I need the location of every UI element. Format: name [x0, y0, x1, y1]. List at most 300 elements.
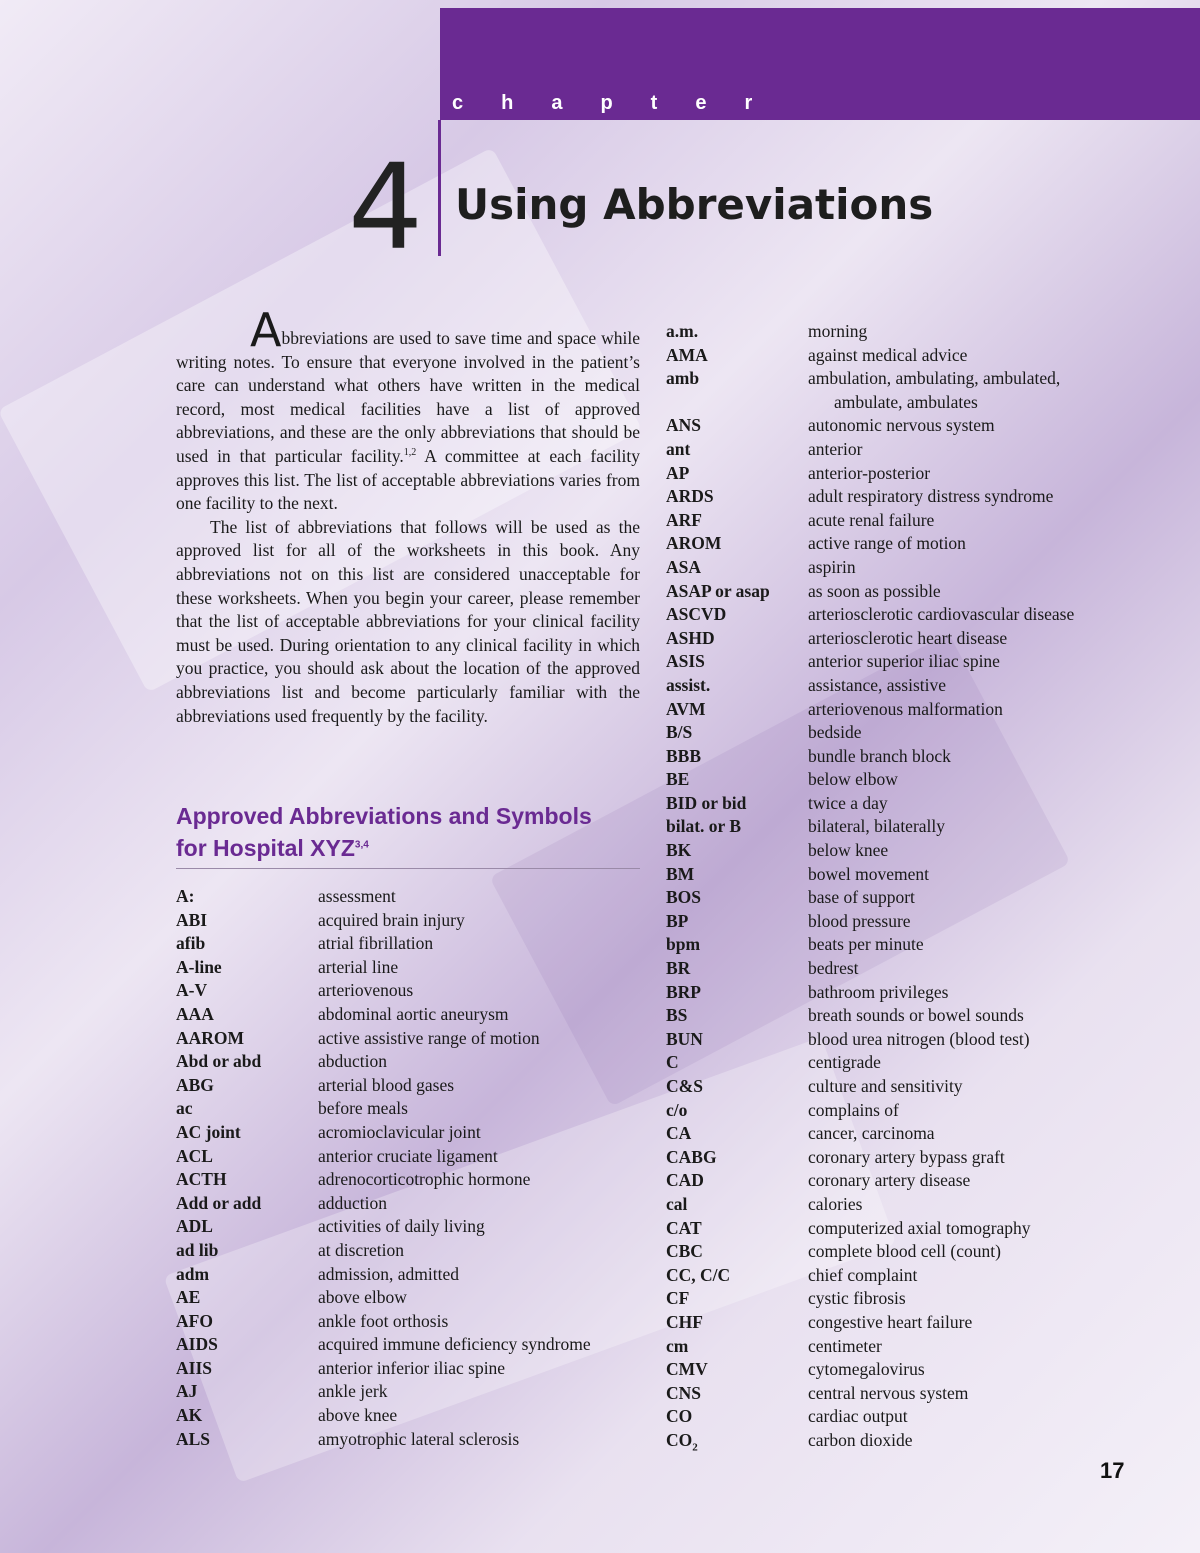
- abbreviation-term: [666, 1099, 687, 1123]
- abbreviation-term-text: ACL: [176, 1145, 213, 1166]
- abbreviation-definition: [318, 1263, 459, 1287]
- abbreviation-definition: [808, 485, 1053, 509]
- abbreviation-entry: [666, 674, 1186, 698]
- abbreviation-entry: [666, 1264, 1186, 1288]
- abbreviation-definition: [318, 1027, 540, 1051]
- abbreviation-term-text: BM: [666, 863, 695, 884]
- abbreviation-entry: [176, 1121, 646, 1145]
- abbreviation-term: [666, 957, 690, 981]
- abbreviation-term-text: A-line: [176, 956, 222, 977]
- abbreviation-entry: [666, 745, 1186, 769]
- abbreviation-definition: [318, 1074, 454, 1098]
- abbreviation-definition: [808, 1075, 963, 1099]
- abbreviation-definition: [808, 863, 929, 887]
- abbreviation-definition-text: anterior inferior iliac spine: [318, 1357, 506, 1378]
- abbreviation-term-text: ACTH: [176, 1169, 227, 1190]
- abbreviation-definition-text: blood pressure: [808, 910, 911, 931]
- abbreviation-term: [666, 414, 701, 438]
- abbreviation-entry: [666, 1122, 1186, 1146]
- abbreviation-definition-text: autonomic nervous system: [808, 415, 995, 436]
- abbreviation-definition: [808, 839, 888, 863]
- abbreviation-definition-text: bedside: [808, 722, 862, 743]
- abbreviation-term-text: CNS: [666, 1382, 702, 1403]
- abbreviation-definition-text: breath sounds or bowel sounds: [808, 1005, 1024, 1026]
- abbreviation-definition: [808, 886, 915, 910]
- abbreviation-term-text: Abd or abd: [176, 1051, 262, 1072]
- abbreviation-term-text: A-V: [176, 980, 208, 1001]
- abbreviation-term: [666, 344, 708, 368]
- abbreviation-term: [666, 745, 701, 769]
- abbreviation-term-text: AJ: [176, 1381, 198, 1402]
- abbreviation-term: [666, 367, 699, 391]
- abbreviation-term-text: bilat. or B: [666, 816, 742, 837]
- abbreviation-definition: [808, 556, 856, 580]
- abbreviation-definition-text: cardiac output: [808, 1406, 908, 1427]
- abbreviation-definition-text: assessment: [318, 886, 396, 906]
- abbreviation-term: [666, 1217, 702, 1241]
- abbreviation-entry: [666, 580, 1186, 604]
- abbreviation-term: [666, 1358, 708, 1382]
- abbreviation-definition: [808, 933, 924, 957]
- abbreviation-term: [666, 1311, 703, 1335]
- abbreviation-definition-text: bowel movement: [808, 863, 930, 884]
- abbreviation-entry: [666, 1287, 1186, 1311]
- abbreviation-definition-text: beats per minute: [808, 934, 924, 955]
- abbreviation-definition: [808, 1169, 970, 1193]
- abbreviation-term-text: BP: [666, 910, 689, 931]
- abbreviation-entry: [666, 1335, 1186, 1359]
- abbreviation-entry: [176, 1357, 646, 1381]
- abbreviation-definition-text: aspirin: [808, 556, 856, 577]
- abbreviation-entry: [666, 1358, 1186, 1382]
- abbreviation-term-text: C&S: [666, 1076, 703, 1096]
- abbreviation-definition: [318, 1121, 481, 1145]
- abbreviation-term-text: AVM: [666, 698, 706, 719]
- abbreviation-entry: [176, 1263, 646, 1287]
- abbreviation-term: [666, 863, 694, 887]
- abbreviation-term: [666, 556, 701, 580]
- abbreviation-definition-text: calories: [808, 1193, 863, 1214]
- abbreviation-term: [666, 485, 714, 509]
- abbreviation-term: [666, 933, 700, 957]
- abbreviation-term-text: AROM: [666, 533, 722, 554]
- abbreviation-definition: [808, 768, 898, 792]
- abbreviation-definition-text: acquired brain injury: [318, 909, 465, 930]
- abbreviation-term: [666, 580, 770, 604]
- abbreviation-definition-text: above elbow: [318, 1287, 407, 1308]
- abbreviation-term-text: cal: [666, 1193, 688, 1214]
- abbreviation-term: [176, 1310, 213, 1334]
- abbreviation-term-text: CAD: [666, 1170, 704, 1191]
- abbreviation-term-text: c/o: [666, 1099, 688, 1120]
- abbreviation-definition-text: computerized axial tomography: [808, 1217, 1031, 1238]
- drop-cap: A: [250, 303, 282, 357]
- abbreviation-entry: [666, 1405, 1186, 1429]
- abbreviation-term: [176, 1357, 212, 1381]
- abbreviation-entry: [176, 1192, 646, 1216]
- abbreviation-entry: [666, 768, 1186, 792]
- abbreviation-term: [666, 1193, 687, 1217]
- abbreviation-term: [666, 650, 705, 674]
- abbreviation-term-text: ASAP or asap: [666, 580, 770, 601]
- abbreviation-definition: [808, 1405, 908, 1429]
- abbreviation-definition-text: below elbow: [808, 769, 898, 790]
- abbreviation-term: [176, 1074, 214, 1098]
- abbreviation-entry: [666, 721, 1186, 745]
- abbreviation-entry: [176, 1168, 646, 1192]
- abbreviation-term-text: ALS: [176, 1428, 211, 1449]
- abbreviation-term: [666, 1169, 704, 1193]
- abbreviation-entry: [176, 979, 646, 1003]
- abbreviation-definition-text: bilateral, bilaterally: [808, 816, 946, 837]
- abbreviation-entry: [666, 414, 1186, 438]
- abbreviation-definition: [318, 1215, 485, 1239]
- abbreviation-term-text: BUN: [666, 1028, 703, 1049]
- abbreviation-definition-text: chief complaint: [808, 1264, 918, 1285]
- abbreviation-definition: [808, 674, 946, 698]
- section-heading-line-1: Approved Abbreviations and Symbols: [176, 803, 592, 829]
- abbreviation-entry: [176, 1286, 646, 1310]
- abbreviation-definition: [808, 320, 867, 344]
- abbreviation-term-text: CA: [666, 1123, 692, 1144]
- abbreviation-term-text: AMA: [666, 344, 708, 365]
- abbreviation-definition: [318, 1239, 404, 1263]
- abbreviation-entry: [176, 1074, 646, 1098]
- citation-ref: 1,2: [403, 447, 417, 459]
- abbreviation-entry: [176, 956, 646, 980]
- abbreviation-term-text: amb: [666, 368, 700, 389]
- abbreviation-term-text: afib: [176, 933, 206, 954]
- abbreviation-definition-text: culture and sensitivity: [808, 1076, 963, 1096]
- abbreviation-entry: [666, 1382, 1186, 1406]
- abbreviation-term: [666, 603, 726, 627]
- abbreviation-term-text: CO: [666, 1429, 693, 1450]
- abbreviation-definition-text: acquired immune deficiency syndrome: [318, 1334, 591, 1355]
- abbreviation-definition: [808, 792, 888, 816]
- abbreviation-term: [176, 1404, 202, 1428]
- abbreviation-term: [666, 1429, 698, 1453]
- abbreviation-definition: [318, 885, 396, 909]
- abbreviation-term-text: ant: [666, 438, 691, 459]
- abbreviation-entry: [176, 1027, 646, 1051]
- abbreviation-term-text: ADL: [176, 1216, 213, 1237]
- page-number: 17: [1100, 1458, 1125, 1483]
- abbreviation-entry: [666, 603, 1186, 627]
- abbreviation-definition-text: coronary artery bypass graft: [808, 1146, 1005, 1167]
- abbreviation-entry: [666, 1004, 1186, 1028]
- abbreviation-entry: [666, 1051, 1186, 1075]
- abbreviation-entry: [666, 933, 1186, 957]
- chapter-divider: [438, 120, 441, 256]
- abbreviation-term: [666, 1287, 689, 1311]
- abbreviation-entry: [176, 1239, 646, 1263]
- abbreviation-definition: [318, 1310, 448, 1334]
- abbreviation-definition-text: adult respiratory distress syndrome: [808, 486, 1054, 507]
- abbreviation-term: [666, 721, 692, 745]
- abbreviation-term-text: CAT: [666, 1217, 702, 1238]
- abbreviation-definition: [318, 979, 413, 1003]
- abbreviation-entry: [176, 1333, 646, 1357]
- abbreviation-definition: [808, 957, 859, 981]
- abbreviation-definition-text: anterior: [808, 438, 863, 459]
- abbreviation-term: [176, 1097, 193, 1121]
- abbreviation-term: [666, 674, 710, 698]
- abbreviation-definition: [808, 532, 966, 556]
- abbreviation-definition: [318, 1050, 387, 1074]
- abbreviation-definition-text: below knee: [808, 840, 889, 861]
- citation-ref: 3,4: [354, 839, 369, 851]
- abbreviation-definition-text: adrenocorticotrophic hormone: [318, 1169, 531, 1190]
- abbreviation-entry: [666, 532, 1186, 556]
- intro-p1-text: bbreviations are used to save time and space while writing notes. To ensure that everyone involved in the patient’s care can understand what others have written in the medical record, most medical facilities have a list of approved abbreviations, and these are the only abbreviations that should be used in that particular facility.: [176, 328, 640, 466]
- abbreviation-definition: [318, 1357, 505, 1381]
- abbreviation-entry: [666, 1193, 1186, 1217]
- abbreviation-definition: [808, 1240, 1001, 1264]
- abbreviation-definition: [808, 1099, 899, 1123]
- abbreviation-definition-text: amyotrophic lateral sclerosis: [318, 1428, 520, 1449]
- abbreviation-entry: [176, 1428, 646, 1452]
- abbreviation-entry: [666, 627, 1186, 651]
- abbreviation-definition-text: bathroom privileges: [808, 981, 949, 1002]
- abbreviation-definition: [808, 1146, 1005, 1170]
- abbreviation-term: [666, 1028, 703, 1052]
- abbreviation-term-text: assist.: [666, 674, 711, 695]
- abbreviation-definition-text: cystic fibrosis: [808, 1288, 906, 1309]
- abbreviation-term-text: AP: [666, 462, 690, 483]
- abbreviation-entry: [666, 1169, 1186, 1193]
- abbreviation-entry: [666, 863, 1186, 887]
- abbreviation-definition: [808, 1122, 935, 1146]
- abbreviation-term-text: BID or bid: [666, 792, 747, 813]
- section-heading: [176, 800, 640, 864]
- abbreviation-term-text: ARF: [666, 509, 702, 530]
- abbreviation-term-text: C: [666, 1052, 679, 1073]
- abbreviation-entry: [666, 556, 1186, 580]
- abbreviation-term: [176, 909, 207, 933]
- abbreviation-definition-text: acute renal failure: [808, 509, 935, 530]
- abbreviation-term: [666, 981, 701, 1005]
- abbreviation-definition: [808, 1382, 968, 1406]
- abbreviation-definition-text: active range of motion: [808, 533, 966, 554]
- abbreviation-definition: [808, 344, 967, 368]
- abbreviation-definition: [808, 367, 1060, 414]
- abbreviation-entry: [176, 932, 646, 956]
- abbreviation-entry: [666, 320, 1186, 344]
- abbreviation-definition-text: anterior-posterior: [808, 462, 931, 483]
- abbreviation-definition: [808, 745, 951, 769]
- abbreviation-term-text: BOS: [666, 887, 702, 908]
- abbreviation-term-text: AK: [176, 1405, 203, 1426]
- abbreviation-term: [666, 1240, 703, 1264]
- abbreviation-definition-text: cancer, carcinoma: [808, 1123, 935, 1144]
- abbreviation-definition-text: central nervous system: [808, 1382, 969, 1403]
- chapter-number: 4: [348, 138, 418, 276]
- abbreviation-definition-text: arterial line: [318, 956, 399, 977]
- abbreviation-term-text: AC joint: [176, 1121, 241, 1142]
- abbreviation-definition-text: against medical advice: [808, 344, 968, 365]
- abbreviation-entry: [666, 957, 1186, 981]
- abbreviation-entry: [666, 1311, 1186, 1335]
- abbreviation-definition: [808, 603, 1074, 627]
- subscript: 2: [692, 1441, 698, 1454]
- abbreviation-definition-text: anterior cruciate ligament: [318, 1145, 498, 1166]
- abbreviation-term: [176, 979, 207, 1003]
- abbreviation-definition: [808, 462, 930, 486]
- abbreviation-term: [176, 1215, 213, 1239]
- abbreviation-definition-text: adduction: [318, 1192, 388, 1213]
- abbreviation-definition: [318, 1003, 509, 1027]
- abbreviation-term: [666, 627, 715, 651]
- abbreviation-term: [176, 1380, 197, 1404]
- abbreviation-definition-text: congestive heart failure: [808, 1311, 973, 1332]
- abbreviation-definition-text: morning: [808, 321, 868, 341]
- abbreviation-entry: [666, 485, 1186, 509]
- abbreviation-term: [176, 1168, 227, 1192]
- abbreviation-definition-text: centigrade: [808, 1052, 881, 1073]
- abbreviation-term-text: CC, C/C: [666, 1264, 731, 1285]
- abbreviation-definition: [808, 1264, 917, 1288]
- abbreviation-entry: [666, 839, 1186, 863]
- abbreviation-definition: [808, 438, 862, 462]
- abbreviation-term-text: ABI: [176, 909, 208, 930]
- abbreviation-term: [666, 1051, 679, 1075]
- abbreviation-definition: [318, 909, 465, 933]
- abbreviation-definition: [318, 1168, 530, 1192]
- abbreviation-term: [176, 1027, 244, 1051]
- abbreviation-definition-text: arteriovenous malformation: [808, 698, 1003, 719]
- abbreviation-entry: [666, 462, 1186, 486]
- abbreviation-term: [176, 932, 205, 956]
- abbreviation-term-text: ASHD: [666, 627, 715, 648]
- abbreviation-term: [176, 1003, 214, 1027]
- abbreviation-term: [176, 1286, 200, 1310]
- abbreviation-definition-text: admission, admitted: [318, 1263, 459, 1284]
- abbreviation-term-text: CHF: [666, 1311, 703, 1332]
- abbreviation-term-text: AIIS: [176, 1357, 212, 1378]
- abbreviation-entry: [666, 1429, 1186, 1453]
- abbreviation-definition-text: complains of: [808, 1099, 899, 1120]
- abbreviation-term-text: AIDS: [176, 1334, 218, 1355]
- abbreviation-definition-text: assistance, assistive: [808, 674, 947, 695]
- abbreviation-definition: [808, 627, 1007, 651]
- abbreviation-definition: [318, 1145, 498, 1169]
- abbreviation-entry: [176, 1003, 646, 1027]
- abbreviation-term: [176, 956, 222, 980]
- abbreviation-term-text: BRP: [666, 981, 701, 1002]
- abbreviation-entry: [176, 909, 646, 933]
- abbreviation-definition: [808, 1335, 882, 1359]
- abbreviation-entry: [176, 1097, 646, 1121]
- abbreviation-term-text: BK: [666, 840, 692, 861]
- abbreviation-term: [176, 1263, 209, 1287]
- abbreviation-definition-text: acromioclavicular joint: [318, 1121, 481, 1142]
- abbreviation-definition: [808, 1287, 906, 1311]
- abbreviation-term: [666, 1122, 691, 1146]
- abbreviation-definition-text: at discretion: [318, 1239, 405, 1260]
- abbreviation-term: [176, 1121, 241, 1145]
- abbreviation-definition-text: bundle branch block: [808, 745, 951, 766]
- abbreviation-definition-text: base of support: [808, 887, 915, 908]
- abbreviation-term: [666, 1382, 701, 1406]
- abbreviation-definition: [808, 509, 934, 533]
- abbreviation-definition-continued: ambulate, ambulates: [834, 391, 978, 412]
- abbreviation-term-text: ASIS: [666, 651, 705, 672]
- abbreviation-term: [666, 1335, 688, 1359]
- abbreviation-term-text: ASA: [666, 556, 702, 577]
- abbreviation-definition-text: arteriosclerotic heart disease: [808, 627, 1008, 648]
- abbreviation-list-left: [176, 885, 646, 1451]
- intro-text: [176, 303, 640, 728]
- abbreviation-term: [666, 532, 721, 556]
- abbreviation-term-text: ac: [176, 1098, 193, 1119]
- abbreviation-term-text: ANS: [666, 415, 702, 436]
- abbreviation-entry: [176, 1310, 646, 1334]
- abbreviation-term-text: B/S: [666, 722, 693, 743]
- abbreviation-term: [666, 462, 689, 486]
- abbreviation-term: [666, 839, 691, 863]
- chapter-label: chapter: [452, 92, 791, 114]
- abbreviation-term: [176, 1145, 213, 1169]
- abbreviation-definition: [318, 1404, 397, 1428]
- abbreviation-entry: [666, 367, 1186, 414]
- abbreviation-term: [666, 698, 706, 722]
- abbreviation-definition: [318, 1428, 519, 1452]
- abbreviation-entry: [666, 438, 1186, 462]
- abbreviation-definition: [808, 1311, 972, 1335]
- abbreviation-definition-text: twice a day: [808, 792, 888, 813]
- abbreviation-term: [176, 1192, 261, 1216]
- abbreviation-definition: [318, 1097, 408, 1121]
- abbreviation-term: [666, 320, 698, 344]
- abbreviation-definition: [318, 1380, 387, 1404]
- abbreviation-definition: [318, 932, 433, 956]
- abbreviation-term-text: ASCVD: [666, 604, 727, 625]
- abbreviation-definition-text: arterial blood gases: [318, 1074, 455, 1095]
- abbreviation-list-right: [666, 320, 1186, 1453]
- abbreviation-term: [666, 1075, 703, 1099]
- chapter-title: Using Abbreviations: [455, 180, 934, 229]
- abbreviation-definition: [808, 981, 948, 1005]
- abbreviation-definition-text: before meals: [318, 1098, 408, 1119]
- abbreviation-term: [176, 885, 194, 909]
- intro-paragraph-1: [176, 303, 640, 516]
- abbreviation-entry: [176, 1215, 646, 1239]
- abbreviation-term-text: a.m.: [666, 321, 699, 341]
- abbreviation-definition: [808, 721, 861, 745]
- abbreviation-definition: [808, 650, 1000, 674]
- abbreviation-definition-text: ankle jerk: [318, 1381, 388, 1402]
- abbreviation-term: [666, 438, 690, 462]
- abbreviation-entry: [666, 1028, 1186, 1052]
- abbreviation-definition: [808, 1028, 1030, 1052]
- abbreviation-definition: [318, 1192, 387, 1216]
- abbreviation-term-text: ARDS: [666, 486, 714, 507]
- abbreviation-term-text: AFO: [176, 1310, 213, 1331]
- abbreviation-entry: [666, 886, 1186, 910]
- abbreviation-definition-text: centimeter: [808, 1335, 882, 1356]
- abbreviation-entry: [666, 1217, 1186, 1241]
- abbreviation-term: [176, 1428, 210, 1452]
- abbreviation-definition-text: blood urea nitrogen (blood test): [808, 1028, 1030, 1049]
- abbreviation-term-text: cm: [666, 1335, 689, 1356]
- abbreviation-definition: [318, 1333, 591, 1357]
- abbreviation-term: [666, 1004, 687, 1028]
- section-heading-text: for Hospital XYZ: [176, 835, 355, 861]
- abbreviation-definition-text: atrial fibrillation: [318, 933, 434, 954]
- abbreviation-term: [666, 792, 746, 816]
- abbreviation-definition-text: complete blood cell (count): [808, 1241, 1001, 1262]
- abbreviation-entry: [666, 792, 1186, 816]
